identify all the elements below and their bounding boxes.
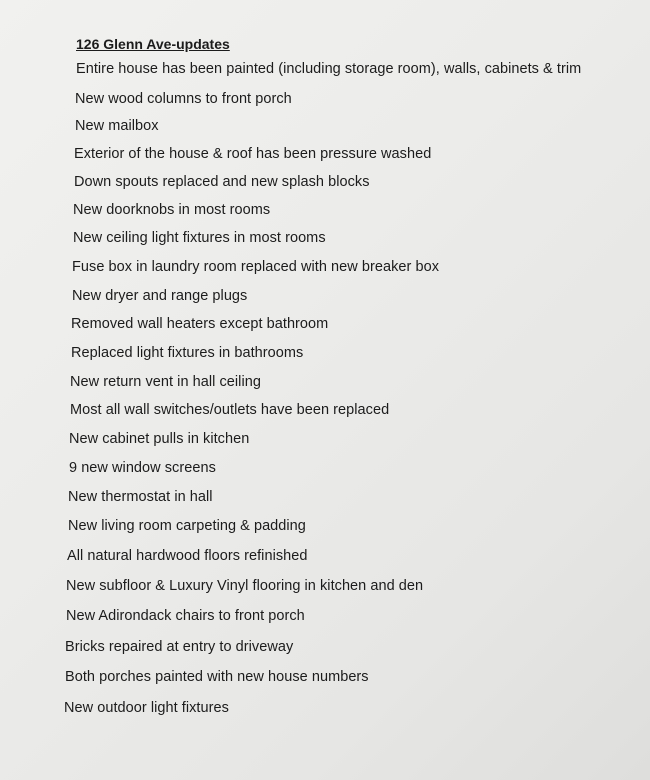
list-item: New wood columns to front porch [75,91,292,107]
list-item: New dryer and range plugs [72,288,248,304]
list-item: Entire house has been painted (including storage room), walls, cabinets & trim [76,61,582,77]
list-item: New mailbox [75,118,159,134]
list-item: Fuse box in laundry room replaced with new breaker box [72,259,439,275]
list-item: Both porches painted with new house numbers [65,669,369,685]
list-item: 9 new window screens [69,460,216,476]
list-item: Exterior of the house & roof has been pressure washed [74,146,432,162]
list-item: New outdoor light fixtures [64,700,229,716]
list-item: New return vent in hall ceiling [70,374,261,390]
list-item: Down spouts replaced and new splash blocks [74,174,370,190]
list-item: New subfloor & Luxury Vinyl flooring in kitchen and den [66,578,424,594]
list-item: New Adirondack chairs to front porch [66,608,305,624]
list-item: Most all wall switches/outlets have been replaced [70,402,390,418]
list-item: New doorknobs in most rooms [73,202,271,218]
list-item: New thermostat in hall [68,489,213,505]
list-item: Bricks repaired at entry to driveway [65,639,294,655]
list-item: All natural hardwood floors refinished [67,548,308,564]
document-title: 126 Glenn Ave-updates [76,36,230,52]
list-item: New ceiling light fixtures in most rooms [73,230,326,246]
list-item: Removed wall heaters except bathroom [71,316,329,332]
list-item: New living room carpeting & padding [68,518,306,534]
list-item: New cabinet pulls in kitchen [69,431,250,447]
list-item: Replaced light fixtures in bathrooms [71,345,304,361]
